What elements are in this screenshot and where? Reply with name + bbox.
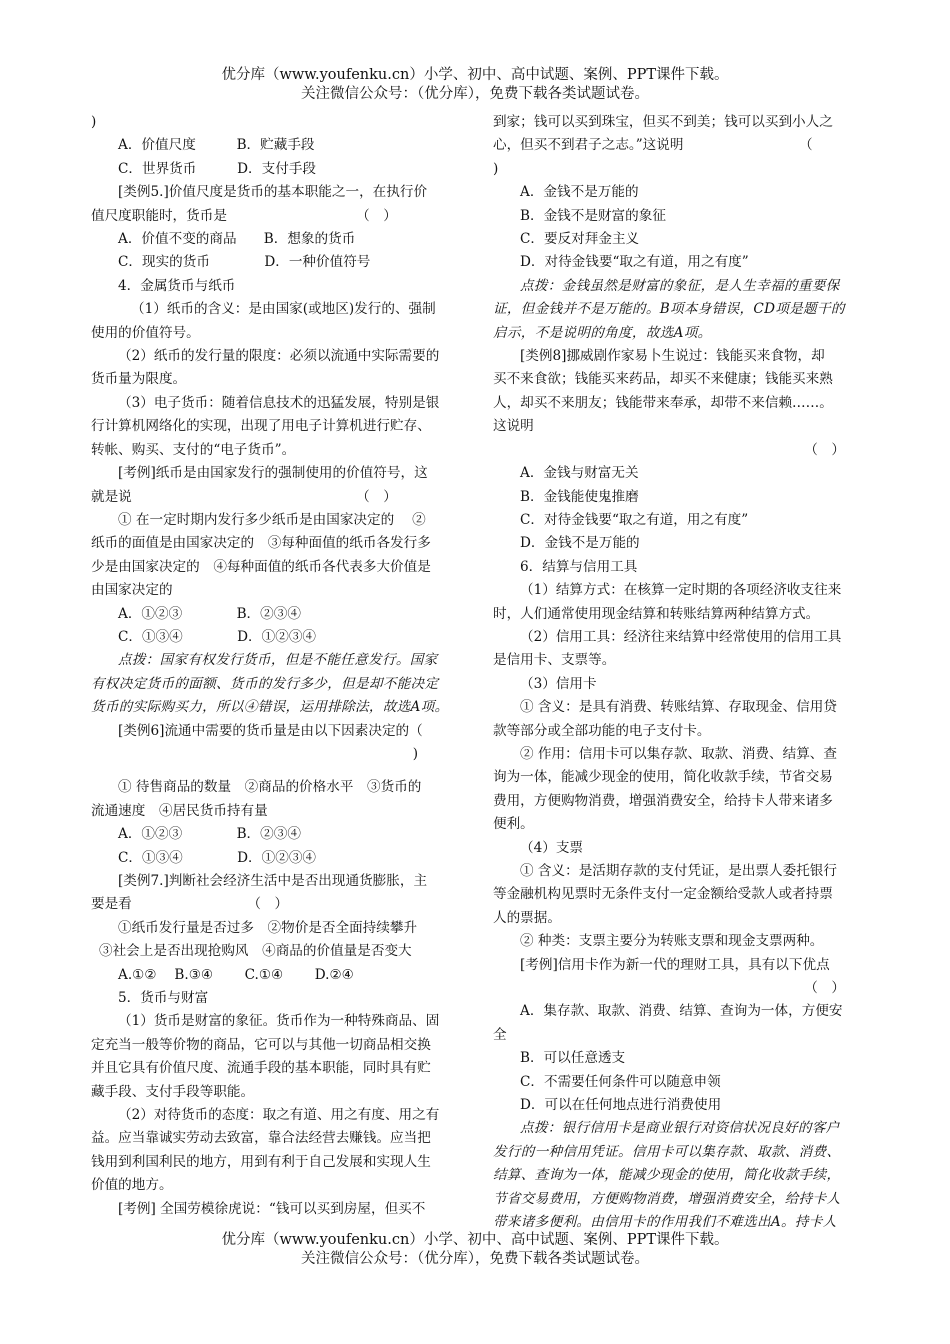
- text-line: 货币量为限度。: [91, 371, 187, 388]
- option-line: C．①③④ D．①②③④: [118, 628, 317, 645]
- text-line: 人的票据。: [493, 909, 561, 926]
- section-heading: 5．货币与财富: [118, 990, 209, 1007]
- text-line: （1）货币是财富的象征。货币作为一种特殊商品、固: [118, 1013, 440, 1030]
- question-line: [类例6]流通中需要的货币量是由以下因素决定的（: [118, 722, 423, 739]
- question-line: 由国家决定的: [91, 582, 173, 599]
- hint-line: 点拨：国家有权发行货币，但是不能任意发行。国家: [118, 652, 438, 669]
- text-line: ② 种类：支票主要分为转账支票和现金支票两种。: [520, 933, 824, 950]
- text-line: （3）电子货币：随着信息技术的迅猛发展，特别是银: [118, 394, 440, 411]
- hint-line: 发行的一种信用凭证。信用卡可以集存款、取款、消费、: [493, 1143, 841, 1160]
- page-footer: [0, 1231, 950, 1269]
- text-line: ): [91, 114, 97, 130]
- text-line: ): [493, 160, 499, 177]
- header-line-1: 优分库（www.youfenku.cn）小学、初中、高中试题、案例、PPT课件下载。: [221, 67, 729, 83]
- option-line: D．金钱不是万能的: [520, 535, 640, 552]
- question-line: 流通速度 ④居民货币持有量: [91, 802, 268, 819]
- section-heading: 6．结算与信用工具: [520, 558, 638, 575]
- option-line: A．集存款、取款、消费、结算、查询为一体，方便安: [520, 1003, 843, 1020]
- text-line: 询为一体，能减少现金的使用，简化收款手续，节省交易: [493, 769, 833, 786]
- question-line: [考例] 全国劳模徐虎说：“钱可以买到房屋，但买不: [118, 1200, 426, 1217]
- text-line: 藏手段、支付手段等职能。: [91, 1083, 255, 1100]
- right-column: [493, 111, 865, 1235]
- option-line: A．①②③ B．②③④: [118, 605, 301, 622]
- answer-blank: （ ）: [804, 980, 845, 997]
- text-line: ): [412, 745, 418, 762]
- text-line: 费用，方便购物消费，增强消费安全，给持卡人带来诸多: [493, 792, 833, 809]
- option-line: C．世界货币 D．支付手段: [118, 160, 317, 177]
- text-line: 时，人们通常使用现金结算和转账结算两种结算方式。: [493, 605, 820, 622]
- text-line: 便利。: [493, 816, 534, 833]
- option-line: 全: [493, 1026, 507, 1043]
- question-line: 这说明: [493, 418, 534, 435]
- question-line: [类例7.]判断社会经济生活中是否出现通货膨胀，主: [118, 873, 428, 889]
- option-line: A.①② B.③④ C.①④ D.②④: [118, 966, 354, 983]
- option-line: D．可以在任何地点进行消费使用: [520, 1097, 722, 1114]
- option-line: A．金钱不是万能的: [520, 184, 639, 201]
- text-line: 行计算机网络化的实现，出现了用电子计算机进行贮存、: [91, 418, 431, 435]
- option-line: B．金钱不是财富的象征: [520, 207, 666, 224]
- text-line: 是信用卡、支票等。: [493, 652, 616, 669]
- question-line: 心，但买不到君子之志。”这说明 （: [493, 137, 813, 154]
- hint-line: 点拨：金钱虽然是财富的象征，是人生幸福的重要保: [520, 277, 840, 294]
- text-line: （1）结算方式：在核算一定时期的各项经济收支往来: [520, 582, 842, 599]
- question-line: 纸币的面值是由国家决定的 ③每种面值的纸币各发行多: [91, 535, 431, 552]
- option-line: A．金钱与财富无关: [520, 465, 639, 482]
- section-heading: 4．金属货币与纸币: [118, 277, 236, 294]
- question-line: [考例]信用卡作为新一代的理财工具，具有以下优点: [520, 956, 830, 973]
- left-column: [91, 111, 463, 1221]
- text-line: 钱用到利国利民的地方，用到有利于自己发展和实现人生: [91, 1153, 431, 1170]
- hint-line: 证，但金钱并不是万能的。B项本身错误，CD项是题干的: [493, 301, 845, 318]
- text-line: ① 含义：是具有消费、转账结算、存取现金、信用贷: [520, 699, 837, 716]
- text-line: 转帐、购买、支付的“电子货币”。: [91, 441, 296, 458]
- footer-line-1: 优分库（www.youfenku.cn）小学、初中、高中试题、案例、PPT课件下载。: [221, 1232, 729, 1248]
- text-line: 使用的价值符号。: [91, 324, 200, 341]
- option-line: D．对待金钱要“取之有道，用之有度”: [520, 254, 749, 271]
- question-line: 要是看 （ ）: [91, 896, 289, 913]
- option-line: C．对待金钱要“取之有道，用之有度”: [520, 511, 749, 528]
- text-line: ② 作用：信用卡可以集存款、取款、消费、结算、查: [520, 745, 837, 762]
- option-line: A．价值尺度 B．贮藏手段: [118, 137, 315, 154]
- text-line: 等金融机构见票时无条件支付一定金额给受款人或者持票: [493, 886, 833, 903]
- hint-line: 有权决定货币的面额、货币的发行多少，但是却不能决定: [91, 675, 439, 692]
- question-line: 到家；钱可以买到珠宝，但买不到美；钱可以买到小人之: [493, 114, 833, 130]
- hint-line: 货币的实际购买力，所以④错误，运用排除法，故选A项。: [91, 699, 449, 716]
- question-line: ① 待售商品的数量 ②商品的价格水平 ③货币的: [118, 779, 422, 796]
- text-line: 价值的地方。: [91, 1177, 173, 1194]
- text-line: （1）纸币的含义：是由国家(或地区)发行的、强制: [131, 301, 436, 318]
- option-line: C．①③④ D．①②③④: [118, 849, 317, 866]
- option-line: A．价值不变的商品 B．想象的货币: [118, 231, 356, 248]
- option-line: B．可以任意透支: [520, 1050, 626, 1067]
- question-line: 少是由国家决定的 ④每种面值的纸币各代表多大价值是: [91, 558, 431, 575]
- question-line: 买不来食欲；钱能买来药品，却买不来健康；钱能买来熟: [493, 371, 833, 388]
- text-line: 定充当一般等价物的商品，它可以与其他一切商品相交换: [91, 1036, 431, 1053]
- option-line: C．不需要任何条件可以随意申领: [520, 1073, 721, 1090]
- question-line: 人，却买不来朋友；钱能带来奉承，却带不来信赖……。: [493, 394, 833, 411]
- hint-line: 启示，不是说明的角度，故选A项。: [493, 324, 712, 341]
- option-line: C．现实的货币 D．一种价值符号: [118, 254, 371, 271]
- hint-line: 带来诸多便利。由信用卡的作用我们不难选出A。持卡人: [493, 1214, 837, 1231]
- hint-line: 结算、查询为一体，能减少现金的使用，简化收款手续，: [493, 1167, 841, 1184]
- question-line: [考例]纸币是由国家发行的强制使用的价值符号，这: [118, 465, 428, 482]
- question-line: ① 在一定时期内发行多少纸币是由国家决定的 ②: [118, 511, 426, 528]
- question-line: ③社会上是否出现抢购风 ④商品的价值量是否变大: [99, 943, 412, 960]
- option-line: C．要反对拜金主义: [520, 231, 640, 248]
- question-line: [类例5.]价值尺度是货币的基本职能之一，在执行价: [118, 184, 428, 201]
- option-line: A．①②③ B．②③④: [118, 826, 301, 843]
- text-line: 益。应当靠诚实劳动去致富，靠合法经营去赚钱。应当把: [91, 1130, 431, 1147]
- text-line: 款等部分或全部功能的电子支付卡。: [493, 722, 711, 739]
- hint-line: 节省交易费用，方便购物消费，增强消费安全，给持卡人: [493, 1190, 841, 1207]
- header-line-2: 关注微信公众号：（优分库），免费下载各类试题试卷。: [301, 86, 649, 102]
- question-line: [类例8]挪威剧作家易卜生说过：钱能买来食物，却: [520, 348, 825, 365]
- text-line: （2）对待货币的态度：取之有道、用之有度、用之有: [118, 1107, 440, 1124]
- hint-line: 点拨：银行信用卡是商业银行对资信状况良好的客户: [520, 1120, 840, 1137]
- footer-line-2: 关注微信公众号：（优分库），免费下载各类试题试卷。: [301, 1251, 649, 1267]
- text-line: （4）支票: [520, 839, 584, 856]
- question-line: ①纸币发行量是否过多 ②物价是否全面持续攀升: [118, 919, 418, 936]
- question-line: 就是说 （ ）: [91, 488, 397, 505]
- question-line: 值尺度职能时，货币是 （ ）: [91, 207, 397, 224]
- text-line: 并且它具有价值尺度、流通手段的基本职能，同时具有贮: [91, 1060, 431, 1077]
- text-line: （3）信用卡: [520, 675, 597, 692]
- text-line: （2）信用工具：经济往来结算中经常使用的信用工具: [520, 628, 842, 645]
- answer-blank: （ ）: [804, 441, 845, 458]
- text-line: ① 含义：是活期存款的支付凭证，是出票人委托银行: [520, 863, 837, 879]
- option-line: B．金钱能使鬼推磨: [520, 488, 639, 505]
- page-header: [0, 66, 950, 104]
- text-line: （2）纸币的发行量的限度：必须以流通中实际需要的: [118, 348, 440, 365]
